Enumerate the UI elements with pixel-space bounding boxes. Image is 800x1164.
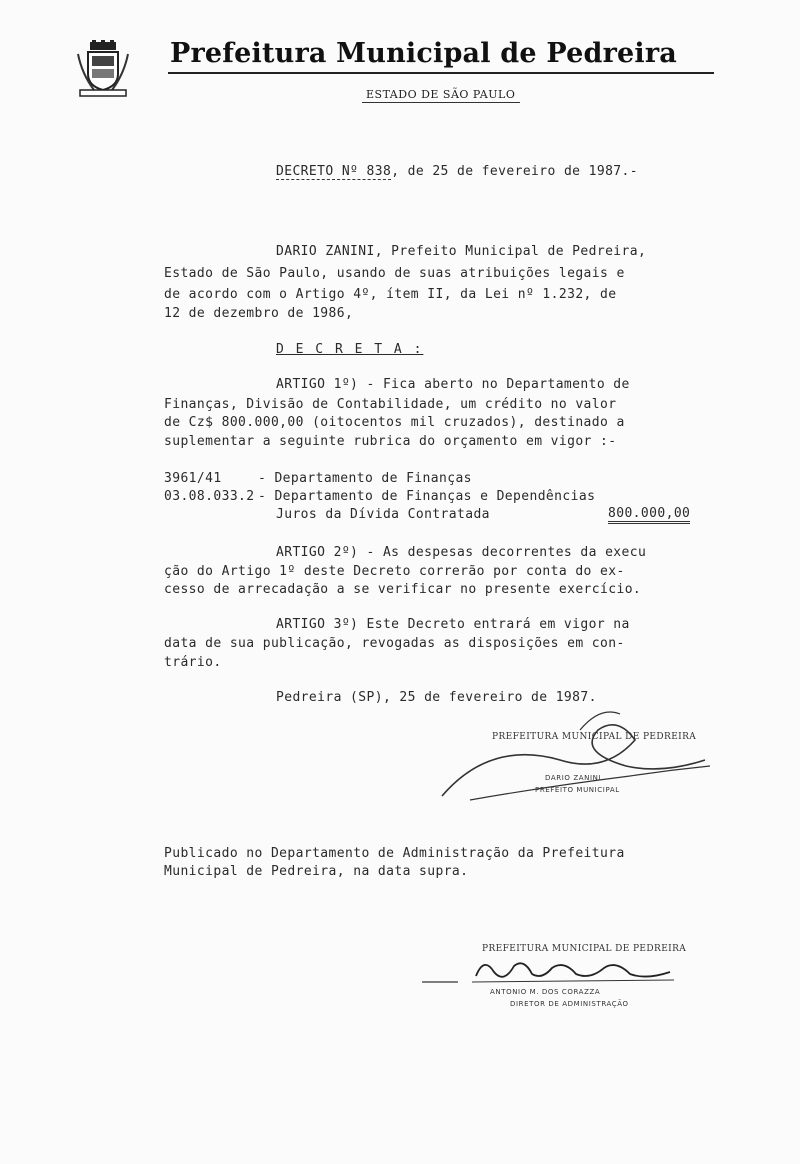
preamble-line: 12 de dezembro de 1986,: [164, 306, 354, 321]
budget-description: Juros da Dívida Contratada: [276, 507, 490, 522]
budget-amount: 800.000,00: [608, 506, 690, 524]
decree-date: , de 25 de fevereiro de 1987.-: [391, 164, 638, 179]
decreta-heading: D E C R E T A :: [276, 342, 424, 357]
state-underline: [362, 102, 520, 103]
preamble-line: de acordo com o Artigo 4º, ítem II, da Lei nº 1.232, de: [164, 287, 617, 302]
article3-line: data de sua publicação, revogadas as disposições em con-: [164, 636, 625, 651]
preamble-line: Estado de São Paulo, usando de suas atribuições legais e: [164, 266, 625, 281]
header-state: ESTADO DE SÃO PAULO: [366, 88, 516, 101]
mayor-role: PREFEITO MUNICIPAL: [535, 786, 620, 794]
mayor-stamp: PREFEITURA MUNICIPAL DE PEDREIRA: [492, 732, 697, 742]
article1-line: Finanças, Divisão de Contabilidade, um crédito no valor: [164, 397, 617, 412]
budget-code: 03.08.033.2: [164, 489, 255, 504]
article3-line: ARTIGO 3º) Este Decreto entrará em vigor na: [276, 617, 630, 632]
mayor-name: DARIO ZANINI: [545, 774, 602, 782]
decree-title: [276, 164, 638, 179]
closing-date: Pedreira (SP), 25 de fevereiro de 1987.: [276, 690, 597, 705]
article1-line: ARTIGO 1º) - Fica aberto no Departamento de: [276, 377, 630, 392]
coat-of-arms-icon: [76, 40, 130, 100]
signature-admin-icon: [418, 950, 688, 990]
budget-description: - Departamento de Finanças: [258, 471, 472, 486]
header-divider: [168, 72, 714, 74]
decree-number: DECRETO Nº 838: [276, 164, 392, 179]
page-title: Prefeitura Municipal de Pedreira: [170, 38, 677, 69]
budget-code: 3961/41: [164, 471, 222, 486]
publication-line: Municipal de Pedreira, na data supra.: [164, 864, 469, 879]
article3-line: trário.: [164, 655, 222, 670]
preamble-line: DARIO ZANINI, Prefeito Municipal de Pedreira,: [276, 244, 647, 259]
article2-line: cesso de arrecadação a se verificar no presente exercício.: [164, 582, 642, 597]
article2-line: ção do Artigo 1º deste Decreto correrão por conta do ex-: [164, 564, 625, 579]
publication-line: Publicado no Departamento de Administração da Prefeitura: [164, 846, 625, 861]
admin-name: ANTONIO M. DOS CORAZZA: [490, 988, 601, 996]
article1-line: de Cz$ 800.000,00 (oitocentos mil cruzados), destinado a: [164, 415, 625, 430]
article2-line: ARTIGO 2º) - As despesas decorrentes da execu: [276, 545, 647, 560]
admin-stamp: PREFEITURA MUNICIPAL DE PEDREIRA: [482, 944, 687, 954]
admin-role: DIRETOR DE ADMINISTRAÇÃO: [510, 1000, 629, 1008]
article1-line: suplementar a seguinte rubrica do orçamento em vigor :-: [164, 434, 617, 449]
budget-description: - Departamento de Finanças e Dependências: [258, 489, 596, 504]
